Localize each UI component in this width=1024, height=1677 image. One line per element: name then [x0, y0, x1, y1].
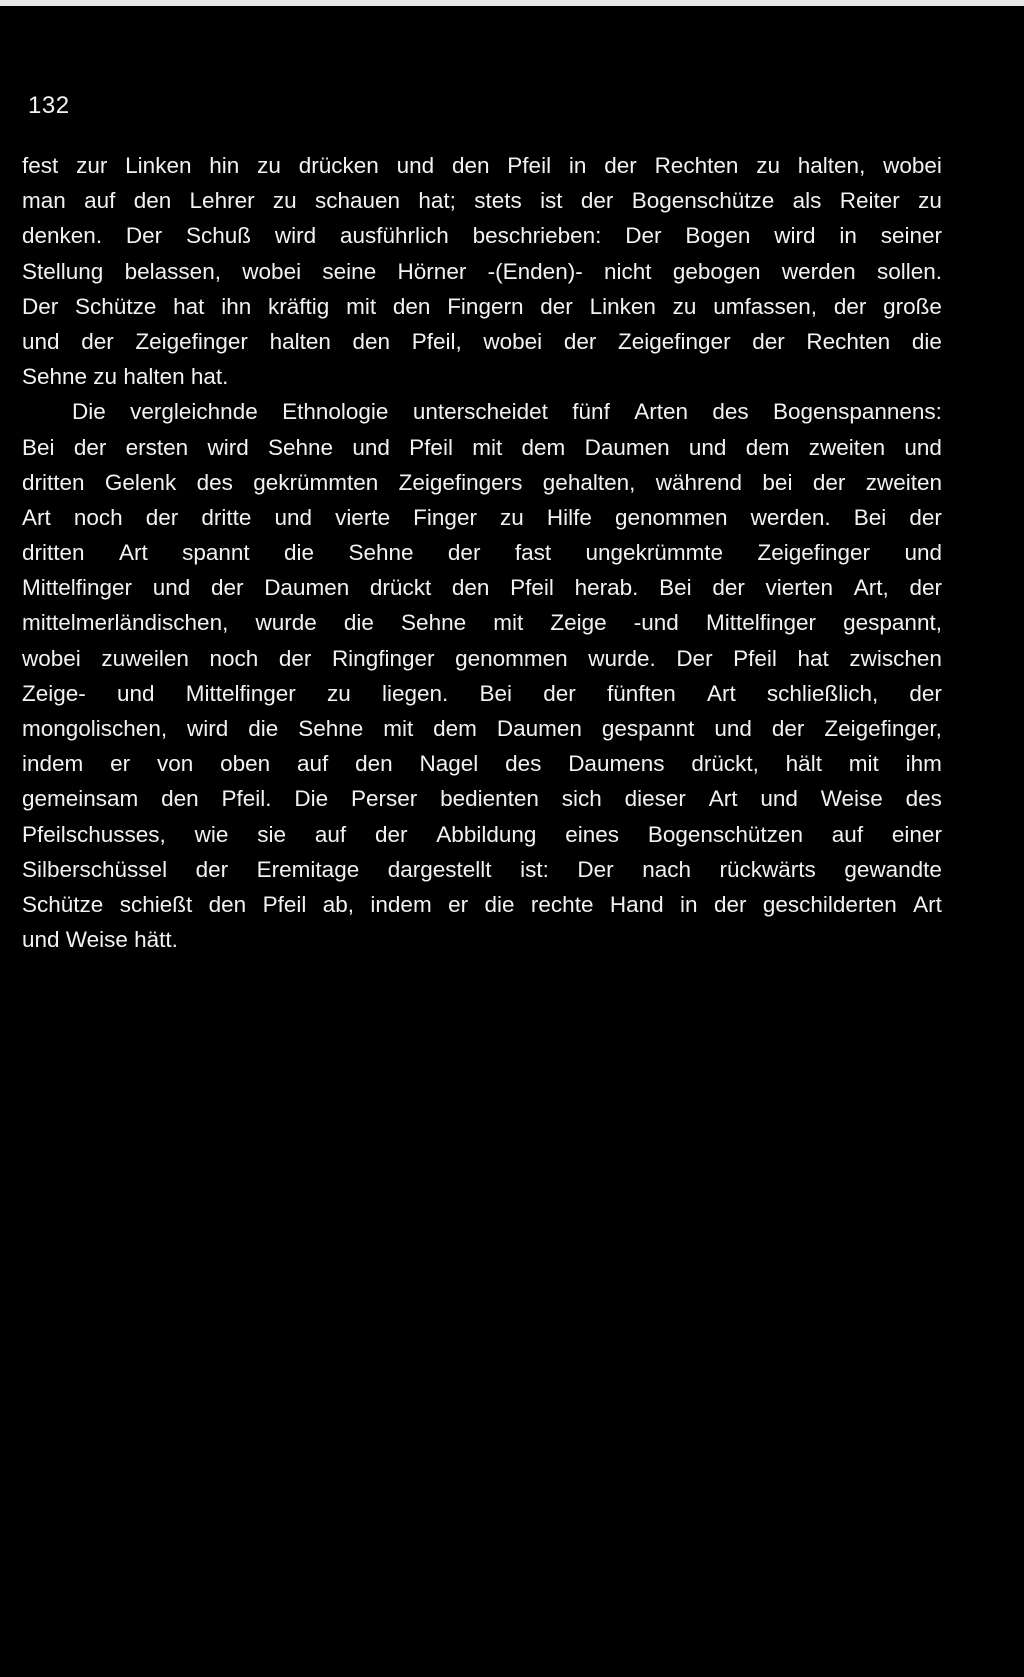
text-line [22, 711, 942, 746]
word: mit [383, 716, 414, 741]
word: Nagel [419, 751, 479, 777]
word: der [712, 575, 745, 601]
word: auf [831, 821, 864, 847]
word: eines [565, 821, 620, 847]
word: gekrümmten [253, 469, 379, 495]
text-line [22, 570, 942, 605]
word: die [911, 328, 942, 354]
word: und [152, 575, 191, 601]
word: Bogenschützen [647, 821, 803, 847]
text-line [22, 430, 942, 465]
word: Zeigefingers [398, 469, 523, 495]
word: Schütze [22, 891, 104, 917]
word: wurde. [588, 645, 656, 671]
word: hat; [418, 188, 456, 214]
word: Sehne [348, 540, 414, 566]
word: gespannt, [843, 610, 942, 636]
word: Hörner [397, 258, 467, 284]
word: drückt, [691, 751, 759, 777]
word: Perser [350, 786, 418, 812]
word: fest [22, 153, 59, 178]
word: den [392, 293, 431, 319]
word: und [904, 434, 942, 460]
word: belassen, [124, 258, 221, 284]
word: bedienten [440, 786, 539, 812]
word: spannt [182, 540, 250, 566]
word: als [792, 188, 822, 214]
word: dritten [22, 540, 85, 566]
word: Pfeil [507, 153, 552, 178]
word: der [713, 891, 747, 917]
word: des [712, 399, 749, 425]
word: schauen [314, 188, 401, 214]
word: vierte [335, 504, 391, 530]
word: Pfeil, [411, 328, 462, 354]
word: die [343, 610, 374, 636]
word: hat [797, 645, 829, 671]
word: drückt [369, 575, 432, 601]
word: werden [781, 258, 856, 284]
word: Bei [853, 504, 887, 530]
word: wurde [255, 610, 317, 636]
word: der [543, 680, 576, 706]
word: wird [274, 223, 317, 249]
word: zu [500, 504, 524, 530]
word: dritte [201, 504, 252, 530]
word: genommen [455, 645, 568, 671]
word: werden. [750, 504, 831, 530]
word: Rechten [806, 328, 891, 354]
word: der [752, 328, 785, 354]
word: wobei [22, 645, 81, 671]
word: dem [521, 434, 566, 460]
word: Mittelfinger [22, 575, 133, 601]
word: Daumens [568, 751, 665, 777]
text-line [22, 465, 942, 500]
word: Sehne [268, 434, 334, 460]
word: zu [672, 293, 697, 319]
word: noch [73, 504, 123, 530]
word: Sehne [401, 610, 467, 636]
word: er [110, 751, 131, 777]
word: der [81, 328, 114, 354]
word: seiner [880, 223, 942, 249]
word: zu [272, 188, 297, 214]
word: oben [220, 751, 271, 777]
word: wobei [483, 328, 543, 354]
word: und [274, 504, 312, 530]
text-line [22, 817, 942, 852]
text-line [22, 641, 942, 676]
word: Daumen [264, 575, 350, 601]
word: Linken [589, 293, 656, 319]
word: Art [913, 891, 942, 917]
word: liegen. [381, 680, 449, 706]
word: -und [633, 610, 679, 636]
word: ungekrümmte [585, 540, 724, 566]
word: der [909, 575, 942, 601]
word: hält [785, 751, 822, 777]
word: schießt [119, 891, 193, 917]
word: den [355, 751, 393, 777]
word: dieser [624, 786, 686, 812]
word: der [812, 469, 846, 495]
word: den [208, 891, 247, 917]
word: fünf [572, 399, 610, 425]
text-line [22, 183, 942, 218]
word: bei [762, 469, 793, 495]
word: Mittelfinger [185, 680, 296, 706]
word: die [284, 540, 315, 566]
top-rule [0, 0, 1024, 6]
word: der [604, 153, 637, 178]
word: Finger [413, 504, 477, 530]
word: den [161, 786, 199, 812]
word: und [116, 680, 155, 706]
word: Die [294, 786, 329, 812]
word: kräftig [268, 293, 330, 319]
word: Art, [853, 575, 889, 601]
word: zwischen [849, 645, 942, 671]
word: fast [514, 540, 552, 566]
word: der [374, 821, 408, 847]
word: rückwärts [719, 856, 816, 882]
word: große [883, 293, 942, 319]
word: zuweilen [101, 645, 189, 671]
word: indem [370, 891, 432, 917]
word: Mittelfinger [705, 610, 816, 636]
word: der [278, 645, 312, 671]
text-line [22, 887, 942, 922]
word: zu [918, 188, 942, 214]
word: in [839, 223, 857, 249]
word: in [680, 891, 698, 917]
word: sie [257, 821, 286, 847]
word: der [563, 328, 597, 354]
word: der [909, 680, 942, 706]
word: mit [472, 434, 503, 460]
text-line [22, 289, 942, 324]
word: der [540, 293, 573, 319]
word: und [760, 786, 798, 812]
word: geschilderten [762, 891, 897, 917]
word: auf [296, 751, 329, 777]
word: Linken [125, 153, 192, 178]
word: unterscheidet [412, 399, 548, 425]
text-line [22, 218, 942, 253]
word: gehalten, [542, 469, 636, 495]
word: hin [209, 153, 240, 178]
word: schließlich, [766, 680, 879, 706]
word: ist: [520, 856, 549, 882]
word: umfassen, [713, 293, 818, 319]
word: Der [676, 645, 713, 671]
word: zu [756, 153, 780, 178]
text-line: und Weise hätt. [22, 927, 178, 953]
word: die [484, 891, 515, 917]
word: nicht [604, 258, 652, 284]
word: der [145, 504, 179, 530]
word: sich [561, 786, 602, 812]
word: Arten [634, 399, 688, 425]
word: den [451, 575, 490, 601]
word: man [22, 188, 66, 214]
word: und [22, 328, 60, 354]
word: einer [891, 821, 942, 847]
word: gebogen [672, 258, 761, 284]
word: Bogenspannens: [773, 399, 942, 425]
word: Abbildung [436, 821, 537, 847]
text-line [22, 324, 942, 359]
word: noch [209, 645, 259, 671]
page-number: 132 [28, 92, 70, 119]
word: gemeinsam [22, 786, 139, 812]
word: der [771, 716, 805, 741]
text-line [22, 676, 942, 711]
word: Reiter [839, 188, 900, 214]
word: Art [706, 680, 736, 706]
word: stets [474, 188, 522, 214]
word: hat [173, 293, 205, 319]
word: ausführlich [339, 223, 449, 249]
word: Lehrer [189, 188, 255, 214]
word: rechte [530, 891, 594, 917]
text-line [22, 746, 942, 781]
word: Hand [609, 891, 664, 917]
word: des [905, 786, 942, 812]
word: halten, [797, 153, 866, 178]
word: Ringfinger [331, 645, 435, 671]
word: Hilfe [546, 504, 592, 530]
word: zweiten [808, 434, 886, 460]
word: zu [257, 153, 281, 178]
word: Schuß [186, 223, 252, 249]
word: Art [118, 540, 148, 566]
word: der [833, 293, 867, 319]
word: der [909, 504, 942, 530]
word: indem [22, 751, 84, 777]
word: die [248, 716, 279, 741]
word: Bogenschütze [631, 188, 775, 214]
word: mit [493, 610, 524, 636]
word: Bei [479, 680, 512, 706]
word: Zeige [550, 610, 607, 636]
word: Daumen [496, 716, 582, 741]
word: Stellung [22, 258, 104, 284]
word: und [714, 716, 752, 741]
word: der [195, 856, 229, 882]
word: beschrieben: [472, 223, 602, 249]
word: und [688, 434, 727, 460]
word: nach [642, 856, 691, 882]
paragraph-first-line [22, 394, 942, 429]
word: wird [187, 716, 229, 741]
text-line [22, 781, 942, 816]
word: vergleichnde [130, 399, 258, 425]
word: Schütze [75, 293, 157, 319]
word: Bei [659, 575, 692, 601]
word: Der [22, 293, 59, 319]
word: den [352, 328, 391, 354]
word: zweiten [865, 469, 942, 495]
text-line [22, 254, 942, 289]
word: Pfeil [409, 434, 453, 460]
word: Sehne [298, 716, 364, 741]
word: Eremitage [256, 856, 360, 882]
word: Art [22, 504, 51, 530]
word: Pfeilschusses, [22, 821, 166, 847]
word: Der [125, 223, 163, 249]
word: in [568, 153, 587, 178]
text-line [22, 605, 942, 640]
word: fünften [606, 680, 676, 706]
word: Weise [820, 786, 883, 812]
word: während [655, 469, 743, 495]
body-text [22, 148, 942, 957]
word: den [451, 153, 490, 178]
word: Die [72, 399, 106, 425]
word: ab, [322, 891, 355, 917]
word: Pfeil [262, 891, 307, 917]
word: Art [708, 786, 738, 812]
word: wird [207, 434, 249, 460]
word: Pfeil. [221, 786, 272, 812]
word: mit [848, 751, 879, 777]
word: von [156, 751, 194, 777]
word: mittelmerländischen, [22, 610, 229, 636]
word: und [352, 434, 390, 460]
word: halten [269, 328, 331, 354]
word: Zeigefinger, [824, 716, 942, 741]
word: seine [322, 258, 377, 284]
word: Fingern [447, 293, 524, 319]
word: Bogen [685, 223, 751, 249]
word: dritten [22, 469, 85, 495]
word: mongolischen, [22, 716, 168, 741]
word: gespannt [601, 716, 695, 741]
word: wobei [242, 258, 302, 284]
word: der [210, 575, 244, 601]
word: Zeigefinger [757, 540, 871, 566]
word: auf [314, 821, 347, 847]
word: vierten [765, 575, 834, 601]
word: zur [76, 153, 108, 178]
word: und [904, 540, 942, 566]
text-line [22, 852, 942, 887]
word: Pfeil [733, 645, 777, 671]
word: zu [326, 680, 351, 706]
word: des [505, 751, 542, 777]
word: Gelenk [104, 469, 177, 495]
word: Silberschüssel [22, 856, 168, 882]
text-line: Sehne zu halten hat. [22, 364, 229, 390]
word: dargestellt [387, 856, 492, 882]
word: genommen [614, 504, 728, 530]
text-line [22, 148, 942, 183]
word: mit [346, 293, 377, 319]
word: -(Enden)- [487, 258, 583, 284]
word: der [580, 188, 614, 214]
word: wie [194, 821, 229, 847]
word: Der [625, 223, 662, 249]
word: ihn [221, 293, 252, 319]
word: drücken [298, 153, 379, 178]
word: Bei [22, 434, 55, 460]
word: sollen. [876, 258, 942, 284]
word: denken. [22, 223, 103, 249]
word: Zeigefinger [618, 328, 731, 354]
word: des [196, 469, 233, 495]
word: herab. [574, 575, 639, 601]
word: Rechten [654, 153, 739, 178]
word: und [396, 153, 435, 178]
word: dem [433, 716, 477, 741]
word: wobei [883, 153, 942, 178]
word: Daumen [584, 434, 670, 460]
text-line [22, 535, 942, 570]
text-line [22, 500, 942, 535]
word: der [447, 540, 481, 566]
word: Der [577, 856, 614, 882]
word: der [73, 434, 107, 460]
word: wird [774, 223, 816, 249]
word: er [448, 891, 469, 917]
word: gewandte [844, 856, 942, 882]
word: Zeige- [22, 680, 86, 706]
word: Pfeil [510, 575, 554, 601]
word: auf [84, 188, 116, 214]
word: den [133, 188, 172, 214]
word: ihm [905, 751, 942, 777]
word: Ethnologie [282, 399, 389, 425]
word: ist [540, 188, 563, 214]
word: ersten [125, 434, 189, 460]
word: dem [745, 434, 790, 460]
word: Zeigefinger [135, 328, 248, 354]
